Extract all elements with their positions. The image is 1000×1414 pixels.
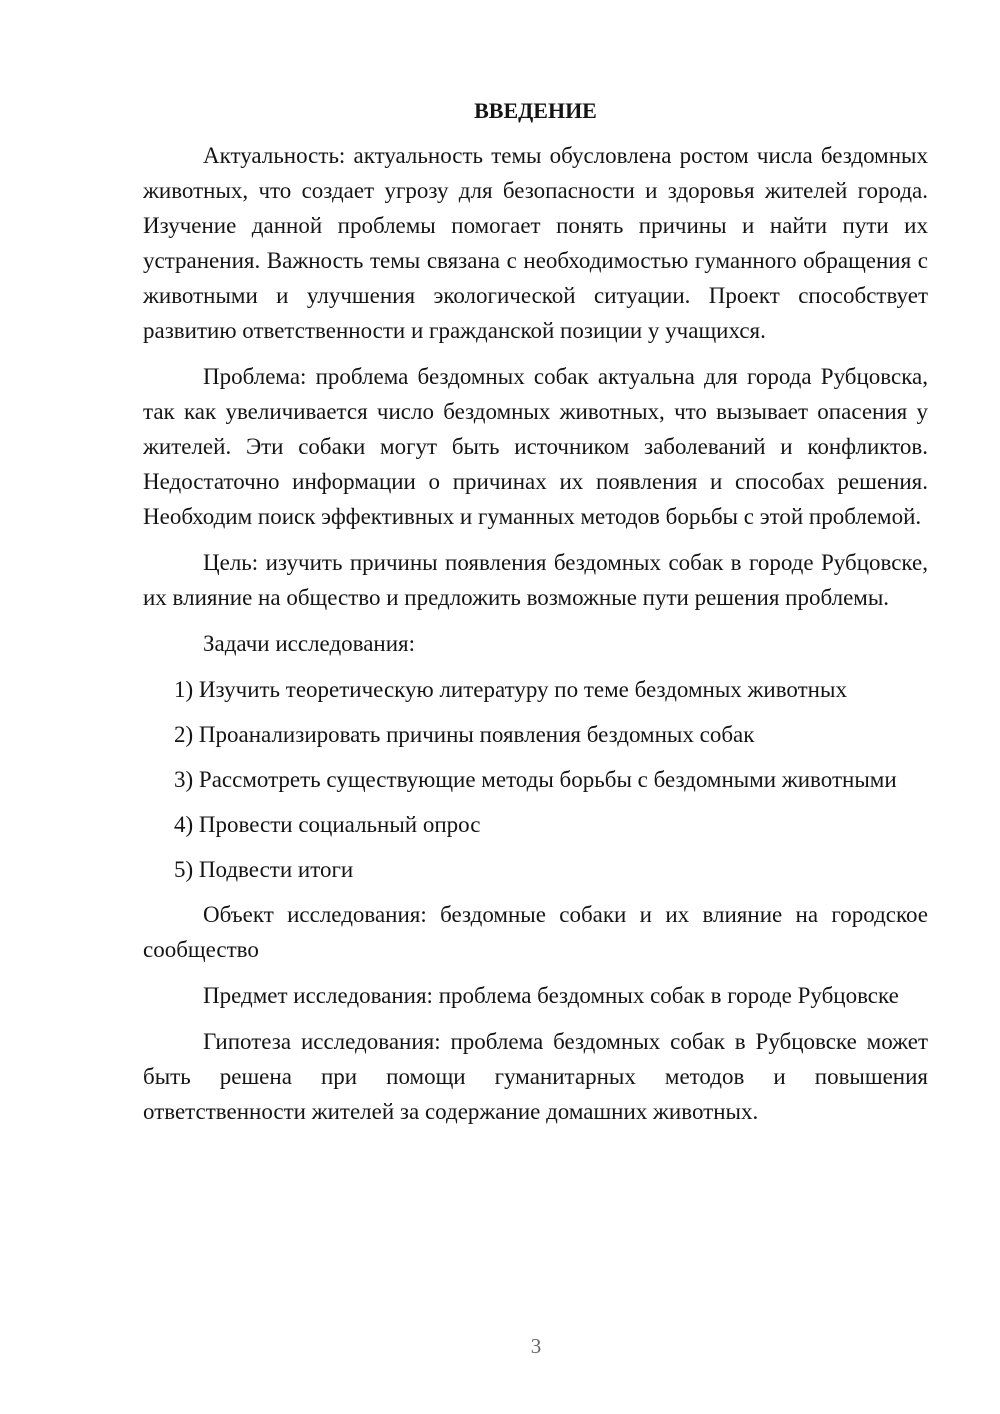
subject-paragraph: Предмет исследования: проблема бездомных собак в городе Рубцовске	[203, 983, 899, 1008]
hypothesis-paragraph: Гипотеза исследования: проблема бездомных собак в Рубцовске может быть решена при помощи гуманитарных методов и повышения ответственности жителей за содержание домашних животных.	[143, 1029, 928, 1124]
task-item-3: 3) Рассмотреть существующие методы борьбы с бездомными животными	[174, 767, 897, 792]
task-item-1: 1) Изучить теоретическую литературу по теме бездомных животных	[174, 677, 847, 702]
task-item-2: 2) Проанализировать причины появления бездомных собак	[174, 722, 755, 747]
page-title: ВВЕДЕНИЕ	[474, 98, 597, 123]
page-number: 3	[530, 1334, 542, 1358]
tasks-label: Задачи исследования:	[203, 631, 416, 656]
task-item-5: 5) Подвести итоги	[174, 857, 354, 882]
problem-paragraph: Проблема: проблема бездомных собак актуальна для города Рубцовска, так как увеличивается число бездомных животных, что вызывает опасения у жителей. Эти собаки могут быть источником заболеваний и конфликтов. Недостаточно информации о причинах их появления и способах решения. Необходим поиск эффективных и гуманных методов борьбы с этой проблемой.	[143, 364, 928, 529]
tasks-list	[143, 672, 928, 887]
document-page	[143, 96, 928, 1140]
goal-paragraph: Цель: изучить причины появления бездомных собак в городе Рубцовске, их влияние на общество и предложить возможные пути решения проблемы.	[143, 550, 928, 610]
task-item-4: 4) Провести социальный опрос	[174, 812, 481, 837]
relevance-paragraph: Актуальность: актуальность темы обусловлена ростом числа бездомных животных, что создает угрозу для безопасности и здоровья жителей города. Изучение данной проблемы помогает понять причины и найти пути их устранения. Важность темы связана с необходимостью гуманного обращения с животными и улучшения экологической ситуации. Проект способствует развитию ответственности и гражданской позиции у учащихся.	[143, 143, 928, 343]
object-paragraph: Объект исследования: бездомные собаки и их влияние на городское сообщество	[143, 902, 928, 962]
